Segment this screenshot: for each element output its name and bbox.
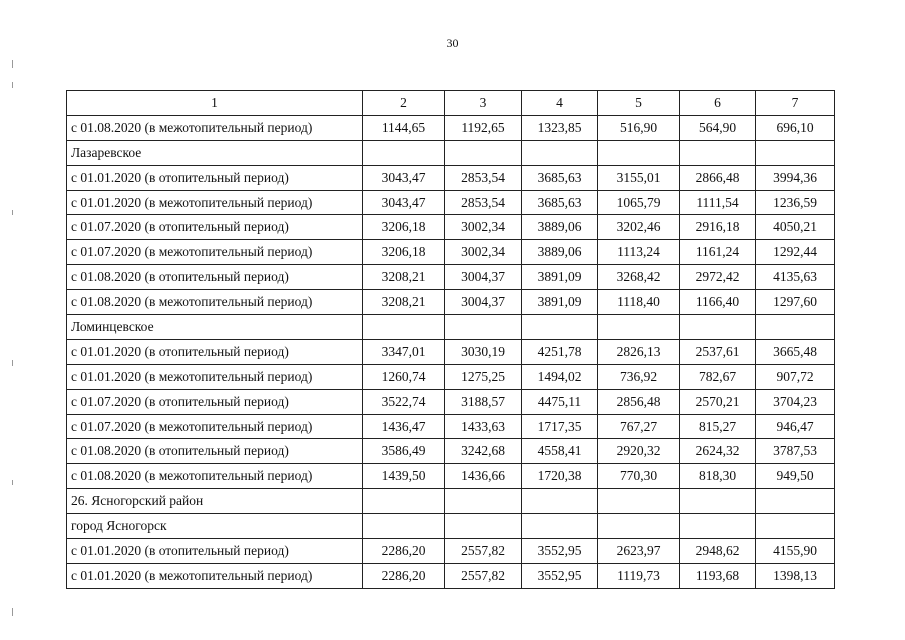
value-cell: 1494,02 [522,364,598,389]
value-cell [522,514,598,539]
value-cell: 2557,82 [445,563,522,588]
row-label: с 01.08.2020 (в отопительный период) [67,265,363,290]
value-cell: 1166,40 [680,290,756,315]
row-label: Ломинцевское [67,315,363,340]
value-cell: 3665,48 [756,339,835,364]
value-cell [445,514,522,539]
value-cell: 2948,62 [680,539,756,564]
value-cell: 1439,50 [363,464,445,489]
value-cell: 1717,35 [522,414,598,439]
table-row [67,489,835,514]
value-cell: 3552,95 [522,539,598,564]
row-label: с 01.01.2020 (в отопительный период) [67,339,363,364]
value-cell: 3522,74 [363,389,445,414]
value-cell: 907,72 [756,364,835,389]
value-cell: 1144,65 [363,115,445,140]
row-label: с 01.08.2020 (в межотопительный период) [67,115,363,140]
value-cell: 2856,48 [598,389,680,414]
row-label: город Ясногорск [67,514,363,539]
value-cell: 1398,13 [756,563,835,588]
column-header: 7 [756,91,835,116]
table-row [67,240,835,265]
value-cell: 3043,47 [363,190,445,215]
value-cell: 3206,18 [363,215,445,240]
value-cell: 3889,06 [522,240,598,265]
value-cell: 3188,57 [445,389,522,414]
value-cell: 770,30 [598,464,680,489]
value-cell: 1113,24 [598,240,680,265]
value-cell [363,140,445,165]
value-cell [445,315,522,340]
value-cell [680,315,756,340]
column-header: 3 [445,91,522,116]
value-cell: 2866,48 [680,165,756,190]
table-row [67,290,835,315]
value-cell: 1193,68 [680,563,756,588]
value-cell: 2916,18 [680,215,756,240]
value-cell [598,489,680,514]
row-label: с 01.01.2020 (в межотопительный период) [67,190,363,215]
column-header: 4 [522,91,598,116]
value-cell: 3242,68 [445,439,522,464]
value-cell: 3685,63 [522,190,598,215]
value-cell: 2853,54 [445,190,522,215]
column-header: 6 [680,91,756,116]
value-cell: 782,67 [680,364,756,389]
page-number: 30 [446,36,459,50]
table-row [67,464,835,489]
row-label: с 01.08.2020 (в межотопительный период) [67,290,363,315]
column-header: 5 [598,91,680,116]
value-cell [522,140,598,165]
row-label: с 01.01.2020 (в отопительный период) [67,539,363,564]
table-row [67,439,835,464]
value-cell: 1118,40 [598,290,680,315]
table-row [67,414,835,439]
value-cell [363,514,445,539]
value-cell: 2623,97 [598,539,680,564]
row-label: с 01.01.2020 (в отопительный период) [67,165,363,190]
value-cell: 767,27 [598,414,680,439]
value-cell [598,514,680,539]
value-cell: 4251,78 [522,339,598,364]
value-cell: 2624,32 [680,439,756,464]
value-cell [756,315,835,340]
value-cell: 1292,44 [756,240,835,265]
value-cell: 3891,09 [522,265,598,290]
value-cell [363,489,445,514]
value-cell: 3889,06 [522,215,598,240]
value-cell: 4155,90 [756,539,835,564]
value-cell: 3002,34 [445,240,522,265]
table-row [67,140,835,165]
value-cell: 3004,37 [445,290,522,315]
value-cell: 3994,36 [756,165,835,190]
value-cell [680,489,756,514]
value-cell: 1119,73 [598,563,680,588]
value-cell: 3208,21 [363,265,445,290]
value-cell: 2920,32 [598,439,680,464]
value-cell: 815,27 [680,414,756,439]
value-cell: 1436,66 [445,464,522,489]
table-row [67,389,835,414]
value-cell [522,315,598,340]
column-header: 2 [363,91,445,116]
value-cell: 3004,37 [445,265,522,290]
value-cell: 1436,47 [363,414,445,439]
value-cell: 1192,65 [445,115,522,140]
value-cell: 3030,19 [445,339,522,364]
value-cell: 3891,09 [522,290,598,315]
value-cell [445,489,522,514]
value-cell: 736,92 [598,364,680,389]
value-cell [756,514,835,539]
row-label: с 01.08.2020 (в межотопительный период) [67,464,363,489]
tariff-table [66,90,835,589]
value-cell: 1720,38 [522,464,598,489]
value-cell: 1161,24 [680,240,756,265]
value-cell: 3206,18 [363,240,445,265]
value-cell: 2537,61 [680,339,756,364]
value-cell: 4135,63 [756,265,835,290]
table-row [67,364,835,389]
value-cell: 3685,63 [522,165,598,190]
value-cell: 3155,01 [598,165,680,190]
value-cell: 564,90 [680,115,756,140]
value-cell: 516,90 [598,115,680,140]
table-row [67,190,835,215]
value-cell [598,140,680,165]
table-row [67,165,835,190]
value-cell [680,514,756,539]
row-label: с 01.07.2020 (в межотопительный период) [67,414,363,439]
value-cell: 4050,21 [756,215,835,240]
table-row [67,265,835,290]
table-row [67,315,835,340]
value-cell: 3208,21 [363,290,445,315]
value-cell: 2853,54 [445,165,522,190]
scan-margin-marks [12,60,14,620]
table-header-row [67,91,835,116]
table-row [67,339,835,364]
value-cell: 3043,47 [363,165,445,190]
value-cell: 4475,11 [522,389,598,414]
value-cell [522,489,598,514]
value-cell: 3552,95 [522,563,598,588]
table-row [67,514,835,539]
column-header: 1 [67,91,363,116]
value-cell [363,315,445,340]
value-cell: 3002,34 [445,215,522,240]
value-cell: 3268,42 [598,265,680,290]
value-cell: 3787,53 [756,439,835,464]
value-cell: 3586,49 [363,439,445,464]
value-cell [680,140,756,165]
value-cell: 1323,85 [522,115,598,140]
value-cell: 2557,82 [445,539,522,564]
table-row [67,539,835,564]
value-cell: 1275,25 [445,364,522,389]
value-cell: 1433,63 [445,414,522,439]
value-cell [756,489,835,514]
table-row [67,115,835,140]
row-label: с 01.07.2020 (в отопительный период) [67,215,363,240]
value-cell: 3704,23 [756,389,835,414]
value-cell: 1111,54 [680,190,756,215]
row-label: с 01.01.2020 (в межотопительный период) [67,364,363,389]
value-cell: 2972,42 [680,265,756,290]
table-row [67,215,835,240]
value-cell: 1236,59 [756,190,835,215]
row-label: с 01.01.2020 (в межотопительный период) [67,563,363,588]
value-cell: 946,47 [756,414,835,439]
row-label: с 01.07.2020 (в отопительный период) [67,389,363,414]
value-cell: 949,50 [756,464,835,489]
value-cell: 1260,74 [363,364,445,389]
value-cell: 4558,41 [522,439,598,464]
value-cell: 2286,20 [363,563,445,588]
table-row [67,563,835,588]
value-cell: 3347,01 [363,339,445,364]
row-label: с 01.07.2020 (в межотопительный период) [67,240,363,265]
value-cell: 3202,46 [598,215,680,240]
value-cell: 696,10 [756,115,835,140]
row-label: Лазаревское [67,140,363,165]
value-cell: 818,30 [680,464,756,489]
value-cell: 2286,20 [363,539,445,564]
value-cell: 1297,60 [756,290,835,315]
value-cell [598,315,680,340]
value-cell [445,140,522,165]
value-cell: 1065,79 [598,190,680,215]
value-cell: 2570,21 [680,389,756,414]
value-cell: 2826,13 [598,339,680,364]
row-label: 26. Ясногорский район [67,489,363,514]
value-cell [756,140,835,165]
row-label: с 01.08.2020 (в отопительный период) [67,439,363,464]
